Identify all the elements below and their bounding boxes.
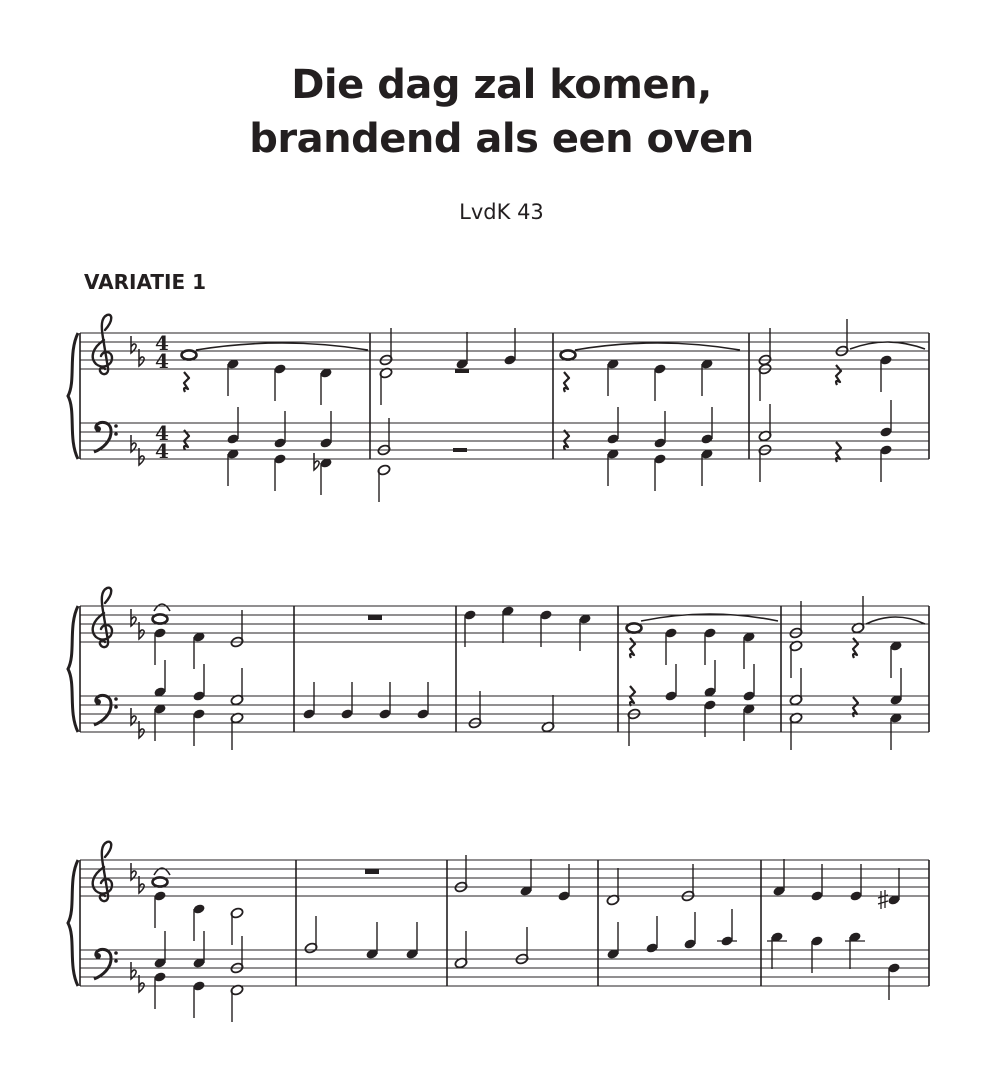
brace [68, 333, 78, 459]
subtitle: LvdK 43 [459, 200, 544, 224]
whole-rest-icon [368, 615, 382, 620]
whole-note [153, 614, 168, 623]
time-signature-denominator: 4 [155, 439, 169, 463]
half-rest-icon [455, 369, 469, 373]
time-signature-numerator: 4 [155, 421, 169, 445]
quarter-rest-icon [630, 638, 635, 658]
treble-clef-icon [93, 588, 112, 647]
bass-clef-icon [94, 949, 118, 979]
whole-note [627, 623, 642, 632]
slur [850, 342, 925, 349]
slur [196, 343, 368, 350]
whole-note [561, 350, 576, 359]
flat-icon [314, 453, 319, 470]
time-signature-denominator: 4 [155, 349, 169, 373]
treble-clef-icon [93, 842, 112, 901]
brace [68, 606, 78, 732]
half-rest-icon [453, 448, 467, 452]
title-line-2: brandend als een oven [249, 116, 754, 162]
whole-note [153, 877, 168, 886]
bass-clef-icon [94, 422, 118, 452]
treble-clef-icon [93, 315, 112, 374]
slur [575, 343, 740, 350]
quarter-rest-icon [853, 638, 858, 658]
slur [154, 604, 170, 611]
bass-clef-icon [94, 695, 118, 725]
quarter-rest-icon [564, 430, 569, 450]
whole-rest-icon [365, 869, 379, 874]
title-line-1: Die dag zal komen, [291, 62, 712, 108]
quarter-rest-icon [853, 697, 858, 717]
quarter-rest-icon [564, 372, 569, 392]
quarter-rest-icon [184, 372, 189, 392]
quarter-rest-icon [836, 442, 841, 462]
slur [866, 617, 925, 624]
time-signature-numerator: 4 [155, 331, 169, 355]
quarter-rest-icon [184, 430, 189, 450]
whole-note [182, 350, 197, 359]
sharp-icon [878, 890, 888, 909]
brace [68, 860, 78, 986]
section-heading: VARIATIE 1 [84, 270, 206, 294]
quarter-rest-icon [836, 365, 841, 385]
